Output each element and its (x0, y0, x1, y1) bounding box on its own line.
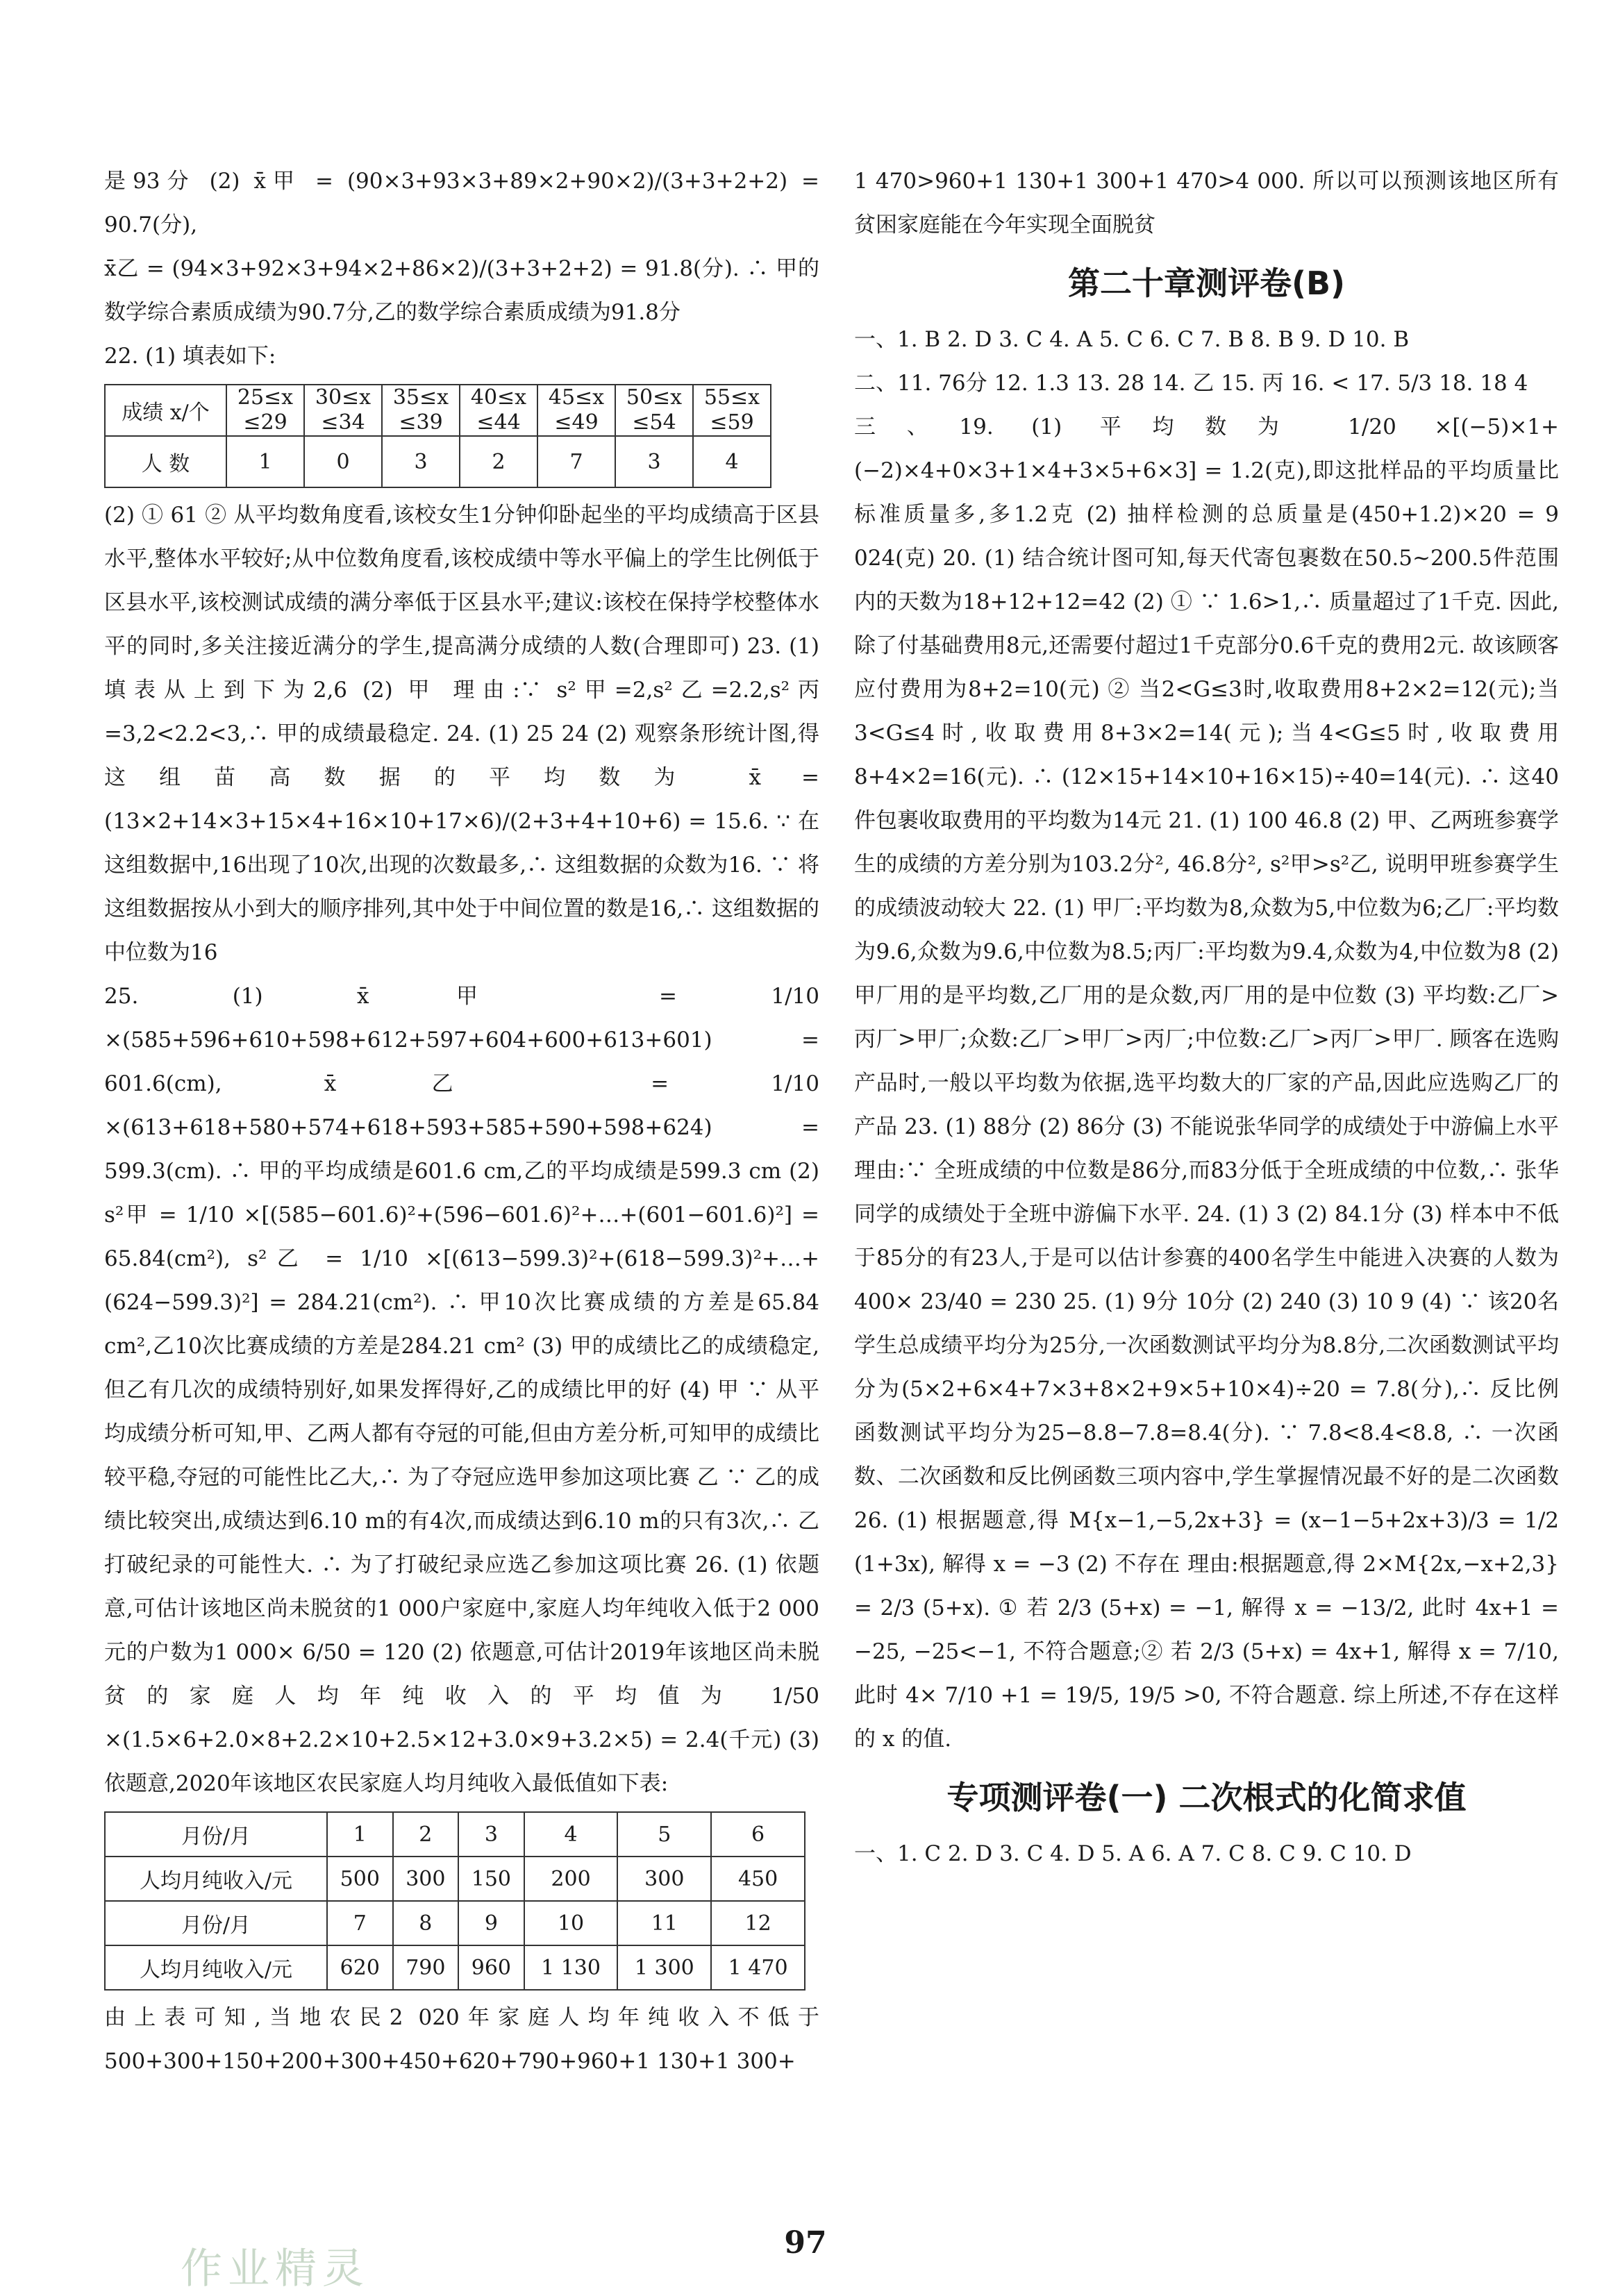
income-cell: 790 (393, 1945, 459, 1990)
range-cell: 50≤x ≤54 (615, 385, 693, 436)
table-row (105, 1857, 805, 1901)
count-cell: 0 (304, 436, 382, 487)
month-cell: 1 (327, 1812, 393, 1857)
answer-22-intro: 22. (1) 填表如下: (104, 344, 276, 369)
month-cell: 6 (711, 1812, 805, 1857)
income-cell: 300 (393, 1857, 459, 1901)
month-cell: 10 (524, 1901, 618, 1945)
table-row (105, 1945, 805, 1990)
table-row (105, 1901, 805, 1945)
income-cell: 1 300 (617, 1945, 711, 1990)
month-cell: 4 (524, 1812, 618, 1857)
count-cell: 3 (615, 436, 693, 487)
count-cell: 1 (226, 436, 304, 487)
income-cell: 200 (524, 1857, 618, 1901)
section-heading-special-test-1: 专项测评卷(一) 二次根式的化简求值 (946, 1779, 1467, 1816)
range-cell: 35≤x ≤39 (382, 385, 460, 436)
page-number: 97 (784, 2225, 827, 2261)
right-column (854, 160, 1559, 1876)
income-cell: 1 470 (711, 1945, 805, 1990)
answers-special-test-choice: 一、1. C 2. D 3. C 4. D 5. A 6. A 7. C 8. C 9. C 10. D (854, 1841, 1412, 1866)
income-cell: 450 (711, 1857, 805, 1901)
answer-26-continued: 1 470>960+1 130+1 300+1 470>4 000. 所以可以预测该地区所有贫困家庭能在今年实现全面脱贫 (854, 169, 1559, 237)
month-cell: 7 (327, 1901, 393, 1945)
row-label-month: 月份/月 (105, 1812, 327, 1857)
table-26-income (104, 1811, 806, 1991)
income-cell: 300 (617, 1857, 711, 1901)
answers-multiple-choice: 一、1. B 2. D 3. C 4. A 5. C 6. C 7. B 8. B 9. D 10. B (854, 327, 1410, 352)
answers-fill-blank: 二、11. 76分 12. 1.3 13. 28 14. 乙 15. 丙 16. < 17. 5/3 18. 18 4 (854, 371, 1528, 396)
answer-21-conclusion: x̄乙 = (94×3+92×3+94×2+86×2)/(3+3+2+2) = 91.8(分). ∴ 甲的数学综合素质成绩为90.7分,乙的数学综合素质成绩为91.8分 (104, 256, 819, 325)
watermark-logo: 作业精灵 (181, 2245, 369, 2293)
answer-25-26: 25. (1) x̄甲 = 1/10 ×(585+596+610+598+612+597+604+600+613+601) = 601.6(cm), x̄乙 = 1/10 ×(613+618+580+574+618+593+585+590+598+624) = 599.3(cm). ∴ 甲的平均成绩是601.6 cm,乙的平均成绩是599.3 cm (2) s²甲 = 1/10 ×[(585−601.6)²+(596−601.6)²+…+(601−601.6)²] = 65.84(cm²), s²乙 = 1/10 ×[(613−599.3)²+(618−599.3)²+…+(624−599.3)²] = 284.21(cm²). ∴ 甲10次比赛成绩的方差是65.84 cm²,乙10次比赛成绩的方差是284.21 cm² (3) 甲的成绩比乙的成绩稳定,但乙有几次的成绩特别好,如果发挥得好,乙的成绩比甲的好 (4) 甲 ∵ 从平均成绩分析可知,甲、乙两人都有夺冠的可能,但由方差分析,可知甲的成绩比较平稳,夺冠的可能性比乙大,∴ 为了夺冠应选甲参加这项比赛 乙 ∵ 乙的成绩比较突出,成绩达到6.10 m的有4次,而成绩达到6.10 m的只有3次,∴ 乙打破纪录的可能性大. ∴ 为了打破纪录应选乙参加这项比赛 26. (1) 依题意,可估计该地区尚未脱贫的1 000户家庭中,家庭人均年纯收入低于2 000元的户数为1 000× 6/50 = 120 (2) 依题意,可估计2019年该地区尚未脱贫的家庭人均年纯收入的平均值为 1/50 ×(1.5×6+2.0×8+2.2×10+2.5×12+3.0×9+3.2×5) = 2.4(千元) (3) 依题意,2020年该地区农民家庭人均月纯收入最低值如下表: (104, 984, 819, 1796)
row-label-month: 月份/月 (105, 1901, 327, 1945)
income-cell: 960 (458, 1945, 524, 1990)
month-cell: 11 (617, 1901, 711, 1945)
income-cell: 1 130 (524, 1945, 618, 1990)
range-cell: 40≤x ≤44 (460, 385, 537, 436)
table-22-scores (104, 384, 771, 488)
month-cell: 9 (458, 1901, 524, 1945)
count-cell: 2 (460, 436, 537, 487)
section-heading-chapter20b: 第二十章测评卷(B) (1067, 265, 1346, 302)
month-cell: 3 (458, 1812, 524, 1857)
count-cell: 4 (693, 436, 771, 487)
range-cell: 55≤x ≤59 (693, 385, 771, 436)
income-cell: 150 (458, 1857, 524, 1901)
count-cell: 3 (382, 436, 460, 487)
answer-21-part2: 是93分 (2) x̄甲 = (90×3+93×3+89×2+90×2)/(3+3+2+2) = 90.7(分), (104, 169, 819, 237)
left-column (104, 160, 819, 2084)
month-cell: 5 (617, 1812, 711, 1857)
row-label-score: 成绩 x/个 (105, 385, 226, 436)
answer-26-conclusion: 由上表可知,当地农民2 020年家庭人均年纯收入不低于500+300+150+200+300+450+620+790+960+1 130+1 300+ (104, 2005, 819, 2074)
table-row (105, 385, 771, 436)
row-label-count: 人 数 (105, 436, 226, 487)
month-cell: 2 (393, 1812, 459, 1857)
answers-solutions: 三、19. (1) 平均数为 1/20 ×[(−5)×1+(−2)×4+0×3+1×4+3×5+6×3] = 1.2(克),即这批样品的平均质量比标准质量多,多1.2克 (2) 抽样检测的总质量是(450+1.2)×20 = 9 024(克) 20. (1) 结合统计图可知,每天代寄包裹数在50.5~200.5件范围内的天数为18+12+12=42 (2) ① ∵ 1.6>1,∴ 质量超过了1千克. 因此,除了付基础费用8元,还需要付超过1千克部分0.6千克的费用2元. 故该顾客应付费用为8+2=10(元) ② 当2<G≤3时,收取费用8+2×2=12(元);当3<G≤4时,收取费用8+3×2=14(元);当4<G≤5时,收取费用8+4×2=16(元). ∴ (12×15+14×10+16×15)÷40=14(元). ∴ 这40件包裹收取费用的平均数为14元 21. (1) 100 46.8 (2) 甲、乙两班参赛学生的成绩的方差分别为103.2分², 46.8分², s²甲>s²乙, 说明甲班参赛学生的成绩波动较大 22. (1) 甲厂:平均数为8,众数为5,中位数为6;乙厂:平均数为9.6,众数为9.6,中位数为8.5;丙厂:平均数为9.4,众数为4,中位数为8 (2) 甲厂用的是平均数,乙厂用的是众数,丙厂用的是中位数 (3) 平均数:乙厂>丙厂>甲厂;众数:乙厂>甲厂>丙厂;中位数:乙厂>丙厂>甲厂. 顾客在选购产品时,一般以平均数为依据,选平均数大的厂家的产品,因此应选购乙厂的产品 23. (1) 88分 (2) 86分 (3) 不能说张华同学的成绩处于中游偏上水平 理由:∵ 全班成绩的中位数是86分,而83分低于全班成绩的中位数,∴ 张华同学的成绩处于全班中游偏下水平. 24. (1) 3 (2) 84.1分 (3) 样本中不低于85分的有23人,于是可以估计参赛的400名学生中能进入决赛的人数为400× 23/40 = 230 25. (1) 9分 10分 (2) 240 (3) 10 9 (4) ∵ 该20名学生总成绩平均分为25分,一次函数测试平均分为8.8分,二次函数测试平均分为(5×2+6×4+7×3+8×2+9×5+10×4)÷20 = 7.8(分),∴ 反比例函数测试平均分为25−8.8−7.8=8.4(分). ∵ 7.8<8.4<8.8, ∴ 一次函数、二次函数和反比例函数三项内容中,学生掌握情况最不好的是二次函数 26. (1) 根据题意,得 M{x−1,−5,2x+3} = (x−1−5+2x+3)/3 = 1/2 (1+3x), 解得 x = −3 (2) 不存在 理由:根据题意,得 2×M{2x,−x+2,3} = 2/3 (5+x). ① 若 2/3 (5+x) = −1, 解得 x = −13/2, 此时 4x+1 = −25, −25<−1, 不符合题意;② 若 2/3 (5+x) = 4x+1, 解得 x = 7/10, 此时 4× 7/10 +1 = 19/5, 19/5 >0, 不符合题意. 综上所述,不存在这样的 x 的值. (854, 414, 1559, 1752)
month-cell: 8 (393, 1901, 459, 1945)
row-label-income: 人均月纯收入/元 (105, 1945, 327, 1990)
range-cell: 25≤x ≤29 (226, 385, 304, 436)
range-cell: 45≤x ≤49 (537, 385, 615, 436)
income-cell: 620 (327, 1945, 393, 1990)
table-row (105, 436, 771, 487)
count-cell: 7 (537, 436, 615, 487)
table-row (105, 1812, 805, 1857)
month-cell: 12 (711, 1901, 805, 1945)
row-label-income: 人均月纯收入/元 (105, 1857, 327, 1901)
answer-22-to-24: (2) ① 61 ② 从平均数角度看,该校女生1分钟仰卧起坐的平均成绩高于区县水平,整体水平较好;从中位数角度看,该校成绩中等水平偏上的学生比例低于区县水平,该校测试成绩的满分率低于区县水平;建议:该校在保持学校整体水平的同时,多关注接近满分的学生,提高满分成绩的人数(合理即可) 23. (1) 填表从上到下为2,6 (2) 甲 理由:∵ s²甲=2,s²乙=2.2,s²丙=3,2<2.2<3,∴ 甲的成绩最稳定. 24. (1) 25 24 (2) 观察条形统计图,得这组苗高数据的平均数为 x̄ = (13×2+14×3+15×4+16×10+17×6)/(2+3+4+10+6) = 15.6. ∵ 在这组数据中,16出现了10次,出现的次数最多,∴ 这组数据的众数为16. ∵ 将这组数据按从小到大的顺序排列,其中处于中间位置的数是16,∴ 这组数据的中位数为16 (104, 503, 820, 965)
income-cell: 500 (327, 1857, 393, 1901)
range-cell: 30≤x ≤34 (304, 385, 382, 436)
